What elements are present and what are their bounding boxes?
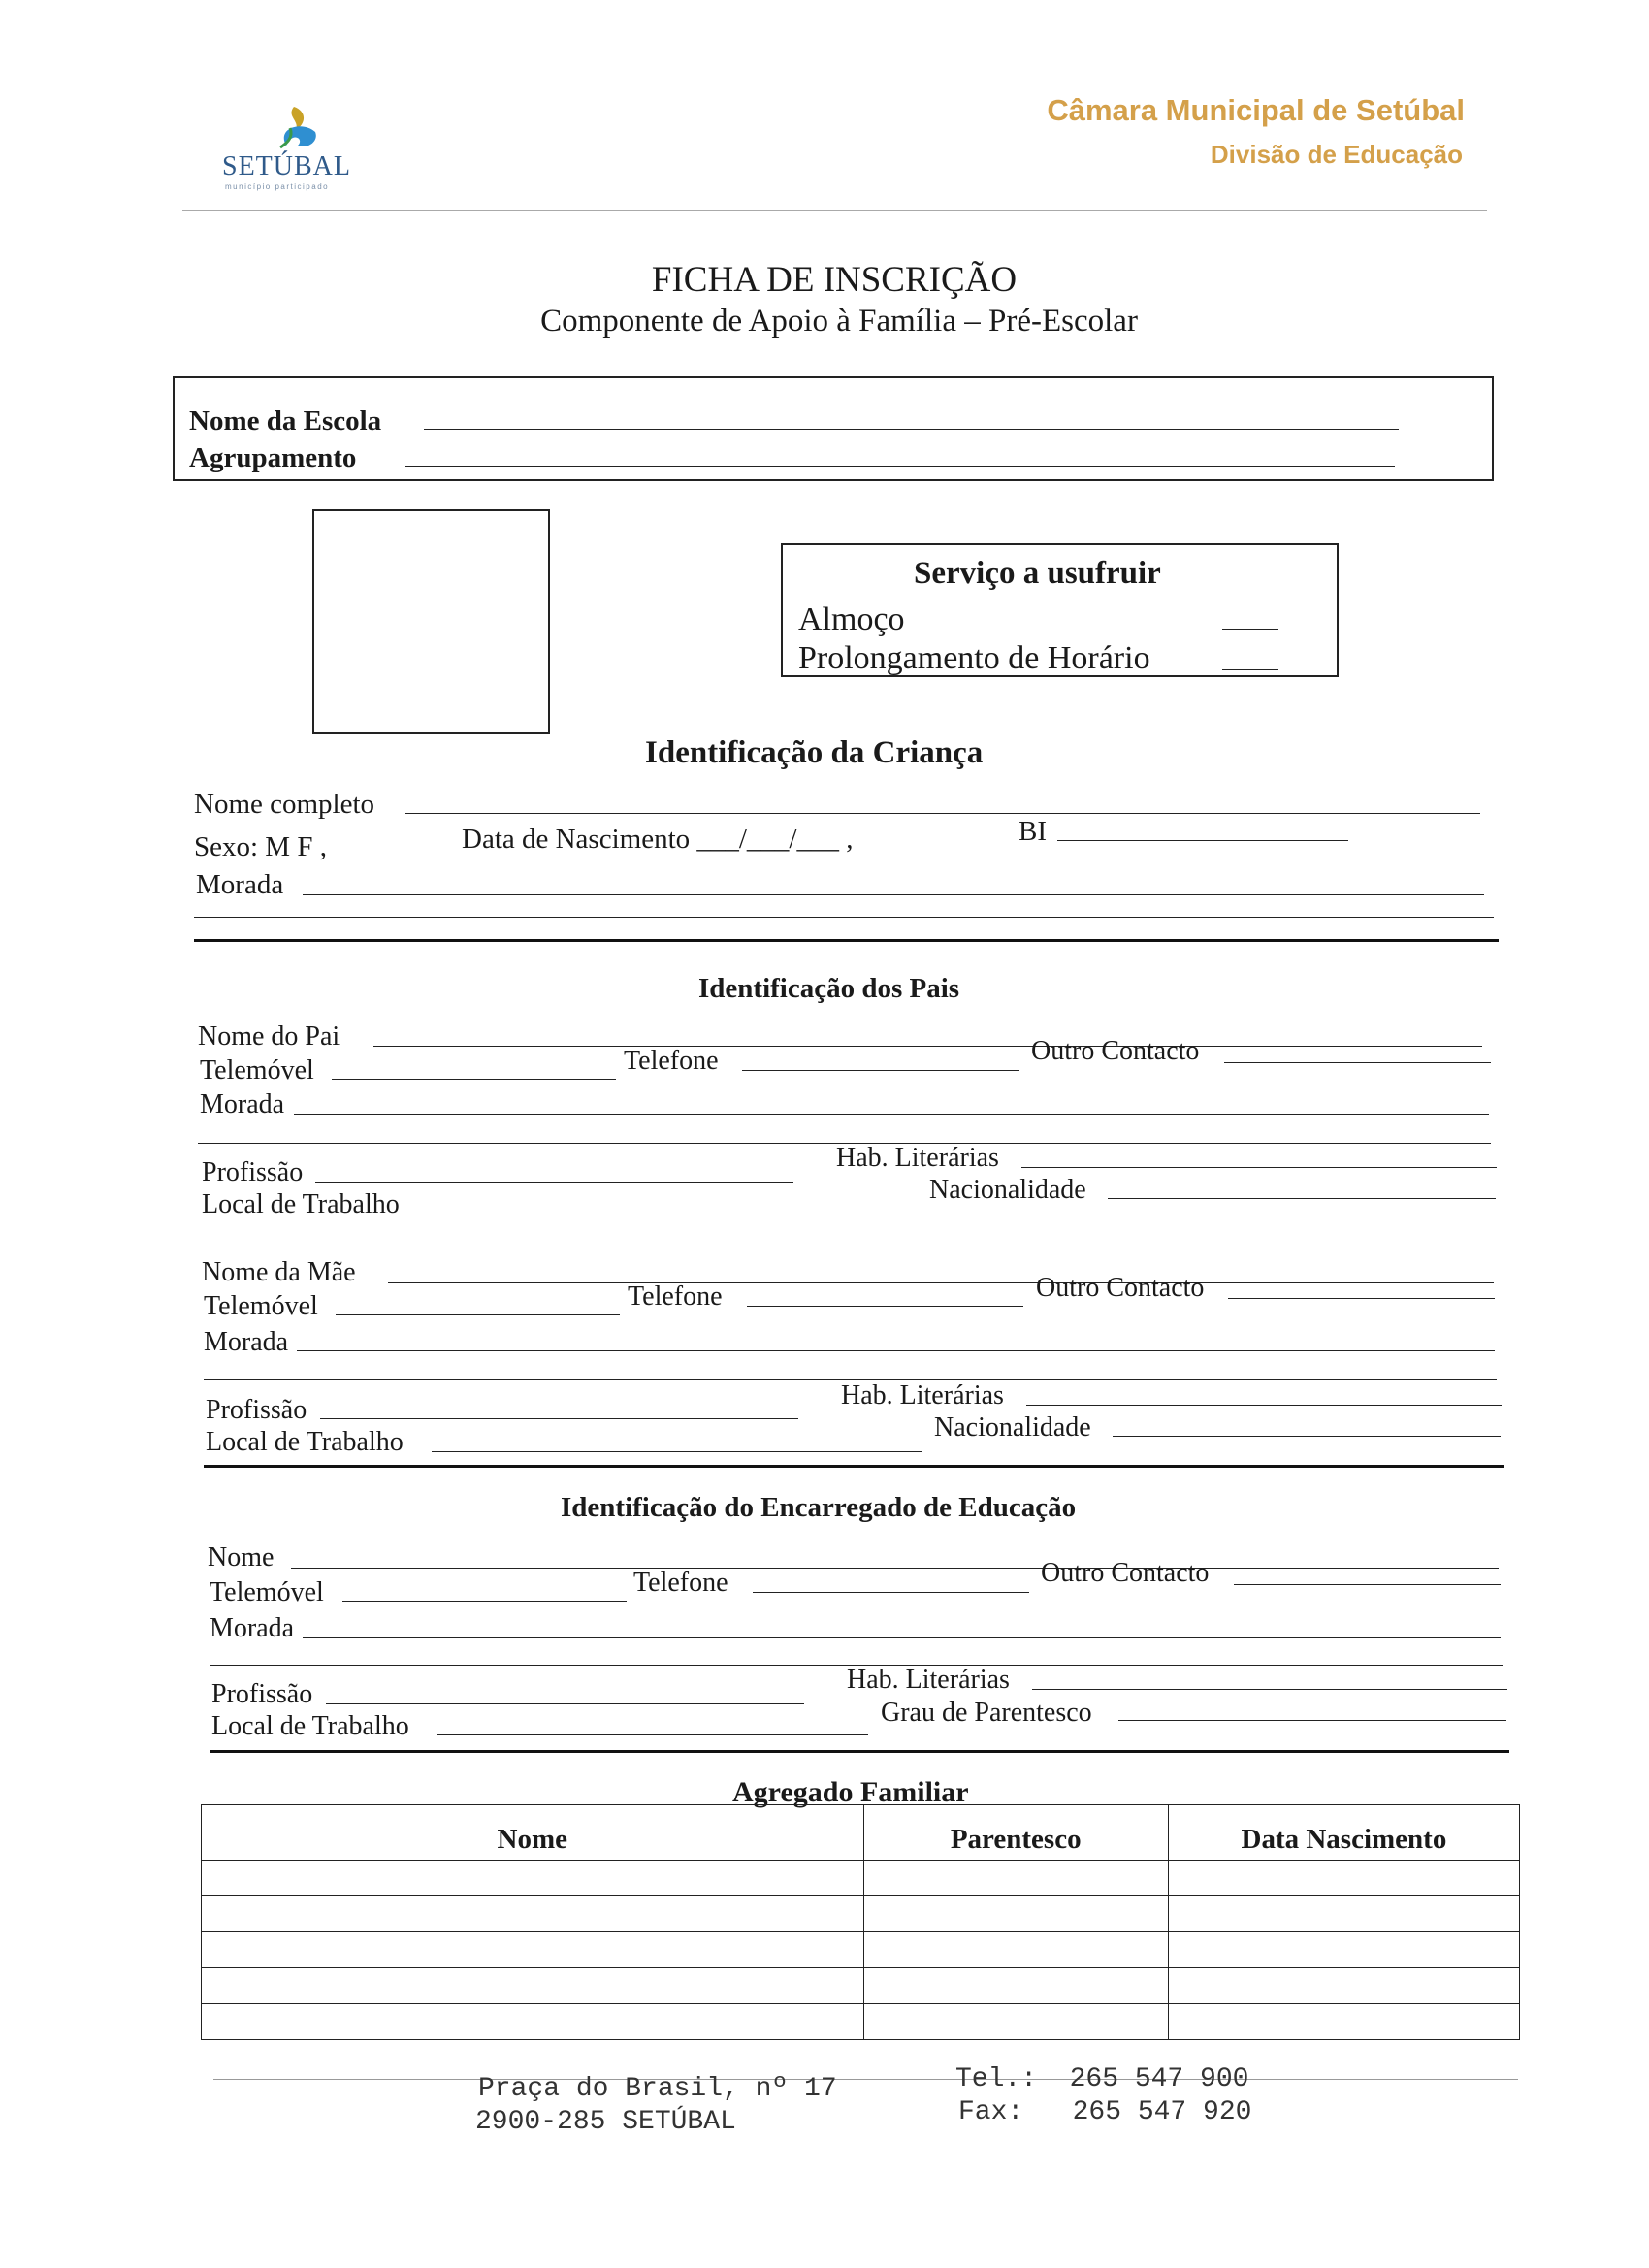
table-cell[interactable] xyxy=(1168,1968,1519,2004)
mother-phone-label: Telefone xyxy=(628,1281,723,1312)
guardian-relationship-label: Grau de Parentesco xyxy=(881,1698,1092,1728)
child-id-card-field[interactable] xyxy=(1057,840,1348,841)
header-divider xyxy=(182,210,1487,211)
guardian-address-field[interactable] xyxy=(303,1637,1501,1638)
guardian-name-field[interactable] xyxy=(291,1568,1499,1569)
school-group-field[interactable] xyxy=(405,466,1395,467)
service-heading: Serviço a usufruir xyxy=(914,556,1161,591)
guardian-phone-field[interactable] xyxy=(753,1592,1029,1593)
table-cell[interactable] xyxy=(202,2004,864,2040)
table-row xyxy=(202,1968,1520,2004)
father-mobile-label: Telemóvel xyxy=(200,1055,314,1085)
guardian-other-contact-field[interactable] xyxy=(1234,1584,1501,1585)
household-header-row xyxy=(202,1805,1520,1861)
father-other-contact-label: Outro Contacto xyxy=(1031,1036,1200,1066)
guardian-profession-field[interactable] xyxy=(326,1703,804,1704)
household-col-relationship: Parentesco xyxy=(863,1805,1168,1861)
father-workplace-label: Local de Trabalho xyxy=(202,1189,400,1219)
father-nationality-field[interactable] xyxy=(1108,1198,1496,1199)
table-row xyxy=(202,1861,1520,1896)
org-division: Divisão de Educação xyxy=(1210,140,1463,169)
father-nationality-label: Nacionalidade xyxy=(929,1175,1086,1205)
guardian-heading: Identificação do Encarregado de Educação xyxy=(561,1492,1077,1523)
child-birth-date-label: Data de Nascimento ___/___/___ , xyxy=(462,824,854,855)
table-cell[interactable] xyxy=(1168,1861,1519,1896)
guardian-workplace-label: Local de Trabalho xyxy=(211,1711,409,1741)
form-subtitle: Componente de Apoio à Família – Pré-Escolar xyxy=(540,304,1138,339)
father-name-label: Nome do Pai xyxy=(198,1021,340,1052)
table-cell[interactable] xyxy=(1168,1932,1519,1968)
section-divider xyxy=(204,1465,1504,1468)
mother-profession-field[interactable] xyxy=(320,1418,798,1419)
table-cell[interactable] xyxy=(863,1896,1168,1932)
guardian-profession-label: Profissão xyxy=(211,1679,313,1709)
table-row xyxy=(202,2004,1520,2040)
parents-heading: Identificação dos Pais xyxy=(698,973,960,1004)
service-extended-hours-checkbox[interactable] xyxy=(1222,669,1278,670)
school-name-label: Nome da Escola xyxy=(189,405,382,437)
guardian-relationship-field[interactable] xyxy=(1118,1720,1506,1721)
section-divider xyxy=(210,1750,1509,1753)
table-cell[interactable] xyxy=(202,1968,864,2004)
mother-nationality-field[interactable] xyxy=(1113,1436,1501,1437)
table-cell[interactable] xyxy=(202,1861,864,1896)
mother-address-field[interactable] xyxy=(297,1350,1495,1351)
guardian-education-label: Hab. Literárias xyxy=(847,1665,1010,1695)
photo-box xyxy=(312,509,550,734)
mother-phone-field[interactable] xyxy=(747,1306,1023,1307)
footer-fax: Fax: 265 547 920 xyxy=(958,2097,1252,2127)
father-address-label: Morada xyxy=(200,1089,285,1119)
mother-workplace-label: Local de Trabalho xyxy=(206,1427,404,1457)
mother-name-label: Nome da Mãe xyxy=(202,1257,356,1287)
form-title: FICHA DE INSCRIÇÃO xyxy=(651,260,1018,300)
household-col-name: Nome xyxy=(202,1805,864,1861)
mother-workplace-field[interactable] xyxy=(432,1451,922,1452)
father-address-field[interactable] xyxy=(294,1114,1489,1115)
child-heading: Identificação da Criança xyxy=(645,735,984,770)
guardian-mobile-label: Telemóvel xyxy=(210,1577,324,1607)
service-lunch-label: Almoço xyxy=(798,601,905,637)
guardian-address-label: Morada xyxy=(210,1613,295,1643)
father-mobile-field[interactable] xyxy=(332,1079,616,1080)
logo-motto: município participado xyxy=(225,182,330,191)
child-full-name-field[interactable] xyxy=(405,813,1480,814)
footer-tel: Tel.: 265 547 900 xyxy=(955,2064,1249,2094)
logo-name: SETÚBAL xyxy=(222,151,351,181)
school-group-label: Agrupamento xyxy=(189,442,357,473)
table-row xyxy=(202,1932,1520,1968)
father-profession-label: Profissão xyxy=(202,1157,304,1187)
mother-other-contact-field[interactable] xyxy=(1228,1298,1495,1299)
footer-address-line2: 2900-285 SETÚBAL xyxy=(475,2107,736,2137)
household-heading: Agregado Familiar xyxy=(732,1776,969,1808)
father-profession-field[interactable] xyxy=(315,1182,793,1183)
footer-divider xyxy=(213,2079,1518,2080)
school-name-field[interactable] xyxy=(424,429,1399,430)
footer-address-line1: Praça do Brasil, nº 17 xyxy=(478,2074,837,2104)
mother-other-contact-label: Outro Contacto xyxy=(1036,1273,1205,1303)
father-other-contact-field[interactable] xyxy=(1224,1062,1491,1063)
child-sex-label: Sexo: M F , xyxy=(194,831,327,862)
guardian-name-label: Nome xyxy=(208,1542,275,1572)
child-id-card-label: BI xyxy=(1018,816,1047,847)
section-divider xyxy=(194,939,1499,942)
child-full-name-label: Nome completo xyxy=(194,789,375,820)
father-education-label: Hab. Literárias xyxy=(836,1143,999,1173)
father-phone-label: Telefone xyxy=(624,1046,719,1076)
table-cell[interactable] xyxy=(863,1932,1168,1968)
table-cell[interactable] xyxy=(863,1968,1168,2004)
guardian-phone-label: Telefone xyxy=(633,1568,728,1598)
household-col-birth-date: Data Nascimento xyxy=(1168,1805,1519,1861)
mother-mobile-field[interactable] xyxy=(336,1314,620,1315)
guardian-other-contact-label: Outro Contacto xyxy=(1041,1558,1210,1588)
household-table xyxy=(201,1804,1520,2040)
father-name-field[interactable] xyxy=(373,1046,1482,1047)
table-cell[interactable] xyxy=(863,1861,1168,1896)
org-name: Câmara Municipal de Setúbal xyxy=(1047,93,1465,127)
child-address-field[interactable] xyxy=(303,894,1484,895)
setubal-logo-icon xyxy=(218,99,383,196)
table-cell[interactable] xyxy=(863,2004,1168,2040)
mother-mobile-label: Telemóvel xyxy=(204,1291,318,1321)
mother-education-field[interactable] xyxy=(1026,1405,1502,1406)
table-cell[interactable] xyxy=(1168,1896,1519,1932)
father-phone-field[interactable] xyxy=(742,1070,1018,1071)
table-cell[interactable] xyxy=(1168,2004,1519,2040)
service-lunch-checkbox[interactable] xyxy=(1222,629,1278,630)
guardian-workplace-field[interactable] xyxy=(436,1734,868,1735)
mother-education-label: Hab. Literárias xyxy=(841,1380,1004,1410)
table-row xyxy=(202,1896,1520,1932)
table-cell[interactable] xyxy=(202,1932,864,1968)
child-address-label: Morada xyxy=(196,869,284,900)
child-address-field-2[interactable] xyxy=(194,917,1494,918)
table-cell[interactable] xyxy=(202,1896,864,1932)
mother-profession-label: Profissão xyxy=(206,1395,307,1425)
mother-name-field[interactable] xyxy=(388,1282,1494,1283)
father-education-field[interactable] xyxy=(1021,1167,1497,1168)
guardian-mobile-field[interactable] xyxy=(342,1601,627,1602)
service-extended-hours-label: Prolongamento de Horário xyxy=(798,640,1150,676)
mother-address-label: Morada xyxy=(204,1327,289,1357)
mother-nationality-label: Nacionalidade xyxy=(934,1412,1091,1442)
guardian-education-field[interactable] xyxy=(1032,1689,1507,1690)
